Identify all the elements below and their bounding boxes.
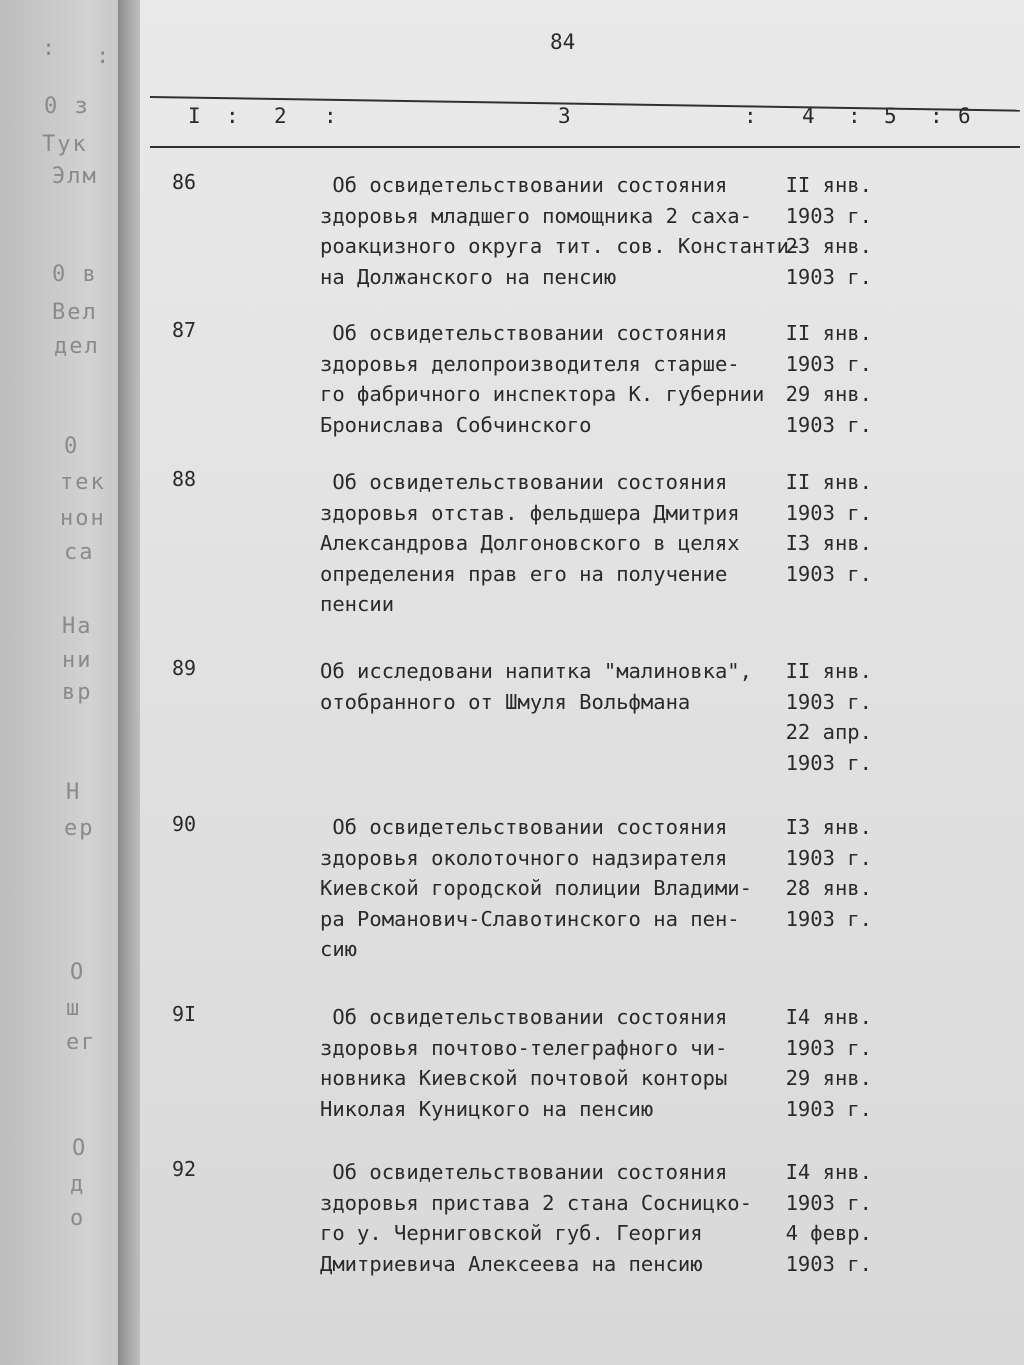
column-separator: :: [848, 104, 861, 128]
facing-page-bleed: Тук: [42, 132, 88, 157]
facing-page-bleed: 0 з: [44, 94, 90, 119]
facing-page-bleed: Элм: [52, 164, 98, 189]
entry-dates: II янв. 1903 г. I3 янв. 1903 г.: [785, 470, 872, 586]
facing-page-bleed: д: [70, 1172, 86, 1197]
facing-page-bleed: :: [42, 36, 58, 61]
column-separator: :: [324, 104, 337, 128]
column-1-heading: I: [188, 104, 201, 128]
column-4-heading: 4: [802, 104, 815, 128]
facing-page-bleed: ни: [62, 648, 93, 673]
column-2-heading: 2: [274, 104, 287, 128]
facing-page-bleed: тек: [60, 470, 106, 495]
facing-page-bleed: О: [72, 1136, 88, 1161]
facing-page-bleed: 0: [64, 434, 80, 459]
entry-title: Об исследовани напитка "малиновка", отобранного от Шмуля Вольфмана: [320, 659, 752, 714]
entry-dates: II янв. 1903 г. 22 апр. 1903 г.: [785, 659, 872, 775]
entry-title: Об освидетельствовании состояния здоровья младшего помощника 2 саха- роакцизного округа тит. сов. Константи- на Должанского на пенсию: [320, 173, 802, 289]
facing-page-bleed: Н: [66, 780, 82, 805]
entry-dates: I4 янв. 1903 г. 29 янв. 1903 г.: [785, 1005, 872, 1121]
facing-page-bleed: :: [96, 44, 112, 69]
entry-title: Об освидетельствовании состояния здоровья околоточного надзирателя Киевской городской полиции Владими- ра Романович-Славотинского на пен- сию: [320, 815, 752, 961]
entry-number: 88: [172, 467, 197, 491]
entry-number: 86: [172, 170, 197, 194]
facing-page: [0, 0, 128, 1365]
column-5-heading: 5: [884, 104, 897, 128]
entry-dates: II янв. 1903 г. 23 янв. 1903 г.: [785, 173, 872, 289]
header-bottom-rule: [150, 146, 1020, 148]
entry-title: Об освидетельствовании состояния здоровья пристава 2 стана Сосницко- го у. Черниговской губ. Георгия Дмитриевича Алексеева на пенсию: [320, 1160, 752, 1276]
entry-dates: II янв. 1903 г. 29 янв. 1903 г.: [785, 321, 872, 437]
facing-page-bleed: ер: [64, 816, 95, 841]
entry-dates: I4 янв. 1903 г. 4 февр. 1903 г.: [785, 1160, 872, 1276]
facing-page-bleed: са: [64, 540, 95, 565]
page-number: 84: [550, 30, 576, 54]
entry-number: 87: [172, 318, 197, 342]
entry-number: 92: [172, 1157, 197, 1181]
facing-page-bleed: нон: [60, 506, 106, 531]
facing-page-bleed: дел: [54, 334, 100, 359]
entry-number: 90: [172, 812, 197, 836]
facing-page-bleed: ш: [66, 996, 82, 1021]
facing-page-bleed: Вел: [52, 300, 98, 325]
document-page: [140, 0, 1024, 1365]
entry-title: Об освидетельствовании состояния здоровья отстав. фельдшера Дмитрия Александрова Долгоновского в целях определения прав его на получение пенсии: [320, 470, 740, 616]
entry-number: 9I: [172, 1002, 197, 1026]
entry-title: Об освидетельствовании состояния здоровья делопроизводителя старше- го фабричного инспектора К. губернии Бронислава Собчинского: [320, 321, 765, 437]
column-separator: :: [744, 104, 757, 128]
column-separator: :: [930, 104, 943, 128]
facing-page-bleed: вр: [62, 680, 93, 705]
facing-page-bleed: 0 в: [52, 262, 98, 287]
column-6-heading: 6: [958, 104, 971, 128]
column-3-heading: 3: [558, 104, 571, 128]
entry-title: Об освидетельствовании состояния здоровья почтово-телеграфного чи- новника Киевской почтовой конторы Николая Куницкого на пенсию: [320, 1005, 728, 1121]
facing-page-bleed: о: [70, 1206, 86, 1231]
facing-page-bleed: ег: [66, 1030, 97, 1055]
facing-page-bleed: На: [62, 614, 93, 639]
entry-number: 89: [172, 656, 197, 680]
column-separator: :: [226, 104, 239, 128]
entry-dates: I3 янв. 1903 г. 28 янв. 1903 г.: [785, 815, 872, 931]
facing-page-bleed: О: [70, 960, 86, 985]
